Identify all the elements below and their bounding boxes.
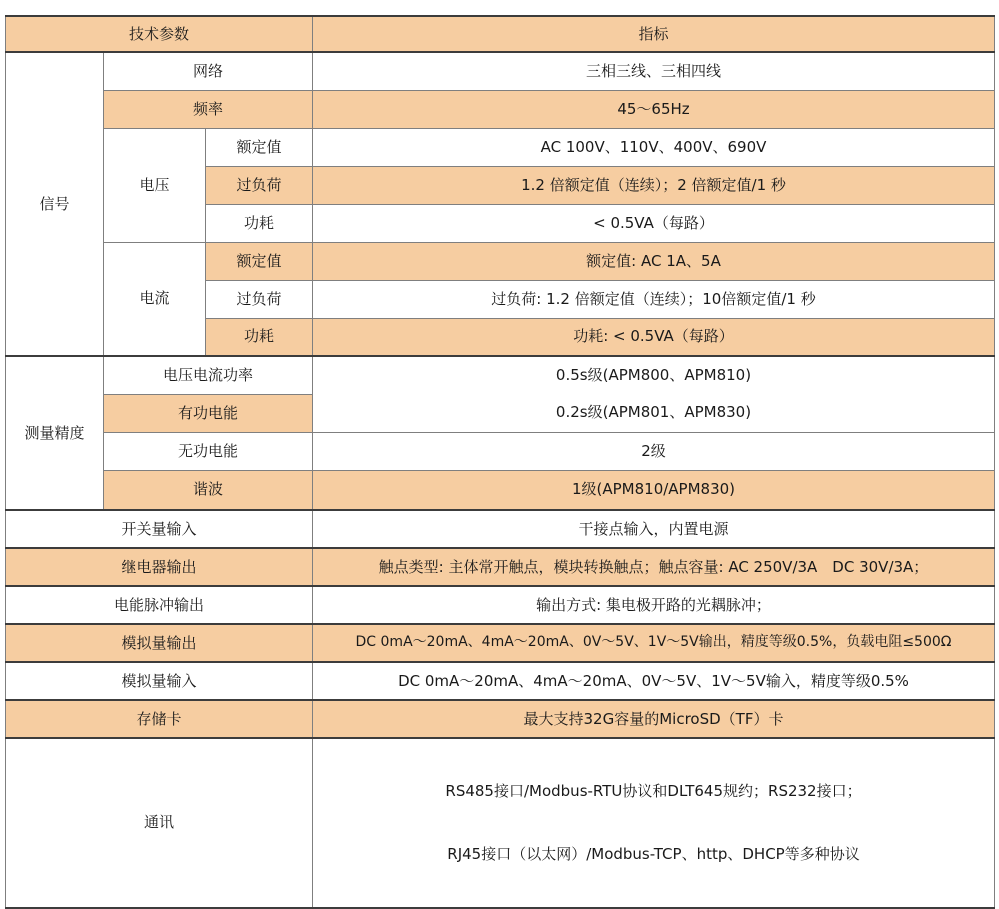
voltage-consumption-value-cell: < 0.5VA（每路） [313, 204, 995, 242]
spec-sheet-page [0, 15, 999, 863]
current-group-cell: 电流 [104, 242, 206, 356]
frequency-value-cell: 45～65Hz [313, 90, 995, 128]
table-row-accuracy-harmonics [6, 470, 995, 510]
accuracy-reactive-energy-value-cell: 2级 [313, 432, 995, 470]
accuracy-active-energy-value-cell: 0.2s级(APM801、APM830) [313, 394, 995, 432]
storage-card-value-cell: 最大支持32G容量的MicroSD（TF）卡 [313, 700, 995, 738]
table-row-switch-input [6, 510, 995, 548]
table-row-network [6, 52, 995, 90]
accuracy-power-label-cell: 电压电流功率 [104, 356, 313, 394]
accuracy-power-value-cell: 0.5s级(APM800、APM810) [313, 356, 995, 394]
voltage-rated-value-cell: AC 100V、110V、400V、690V [313, 128, 995, 166]
table-row-current-rated [6, 242, 995, 280]
table-row-accuracy-active-energy [6, 394, 995, 432]
switch-input-label-cell: 开关量输入 [6, 510, 313, 548]
accuracy-active-energy-label-cell: 有功电能 [104, 394, 313, 432]
analog-input-label-cell: 模拟量输入 [6, 662, 313, 700]
communication-label-cell: 通讯 [6, 738, 313, 908]
current-rated-label-cell: 额定值 [206, 242, 313, 280]
communication-value-cell [313, 738, 995, 908]
technical-spec-table [5, 15, 995, 909]
communication-value-line2: RJ45接口（以太网）/Modbus-TCP、http、DHCP等多种协议 [447, 844, 860, 863]
table-row-accuracy-power [6, 356, 995, 394]
analog-output-value-cell: DC 0mA～20mA、4mA～20mA、0V～5V、1V～5V输出，精度等级0.5%，负载电阻≤500Ω [313, 624, 995, 662]
table-row-analog-input [6, 662, 995, 700]
frequency-label-cell: 频率 [104, 90, 313, 128]
voltage-consumption-label-cell: 功耗 [206, 204, 313, 242]
accuracy-harmonics-value-cell: 1级(APM810/APM830) [313, 470, 995, 510]
table-row-relay-output [6, 548, 995, 586]
voltage-overload-label-cell: 过负荷 [206, 166, 313, 204]
table-header-row [6, 16, 995, 52]
pulse-output-label-cell: 电能脉冲输出 [6, 586, 313, 624]
accuracy-group-cell: 测量精度 [6, 356, 104, 510]
header-param-cell: 技术参数 [6, 16, 313, 52]
analog-output-label-cell: 模拟量输出 [6, 624, 313, 662]
accuracy-harmonics-label-cell: 谐波 [104, 470, 313, 510]
network-value-cell: 三相三线、三相四线 [313, 52, 995, 90]
switch-input-value-cell: 干接点输入，内置电源 [313, 510, 995, 548]
relay-output-value-cell: 触点类型: 主体常开触点，模块转换触点；触点容量: AC 250V/3A DC 30V/3A； [313, 548, 995, 586]
table-row-communication [6, 738, 995, 908]
voltage-rated-label-cell: 额定值 [206, 128, 313, 166]
table-row-pulse-output [6, 586, 995, 624]
relay-output-label-cell: 继电器输出 [6, 548, 313, 586]
table-row-analog-output [6, 624, 995, 662]
accuracy-reactive-energy-label-cell: 无功电能 [104, 432, 313, 470]
analog-input-value-cell: DC 0mA～20mA、4mA～20mA、0V～5V、1V～5V输入，精度等级0.5% [313, 662, 995, 700]
pulse-output-value-cell: 输出方式: 集电极开路的光耦脉冲； [313, 586, 995, 624]
current-rated-value-cell: 额定值: AC 1A、5A [313, 242, 995, 280]
signal-group-cell: 信号 [6, 52, 104, 356]
table-row-storage-card [6, 700, 995, 738]
current-overload-value-cell: 过负荷: 1.2 倍额定值（连续）；10倍额定值/1 秒 [313, 280, 995, 318]
table-row-voltage-rated [6, 128, 995, 166]
table-row-frequency [6, 90, 995, 128]
storage-card-label-cell: 存储卡 [6, 700, 313, 738]
voltage-overload-value-cell: 1.2 倍额定值（连续）；2 倍额定值/1 秒 [313, 166, 995, 204]
network-label-cell: 网络 [104, 52, 313, 90]
communication-value-line1: RS485接口/Modbus-RTU协议和DLT645规约；RS232接口； [445, 781, 862, 800]
header-value-cell: 指标 [313, 16, 995, 52]
current-overload-label-cell: 过负荷 [206, 280, 313, 318]
table-row-accuracy-reactive-energy [6, 432, 995, 470]
voltage-group-cell: 电压 [104, 128, 206, 242]
current-consumption-label-cell: 功耗 [206, 318, 313, 356]
current-consumption-value-cell: 功耗: < 0.5VA（每路） [313, 318, 995, 356]
